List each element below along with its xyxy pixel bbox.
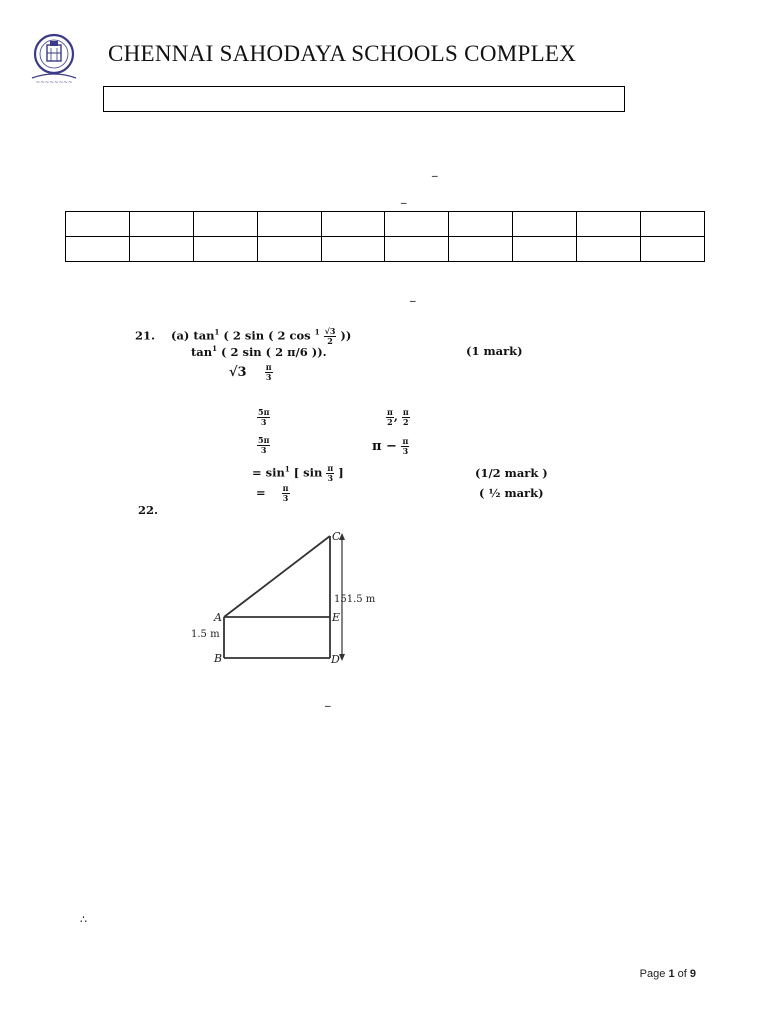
- svg-text:~~~~~~~~: ~~~~~~~~: [35, 80, 73, 86]
- q21-line1: 21. (a) $\tan^1$ ( 2 sin ( 2 cos $^1$ $\frac{√3}{2}$ )): [135, 326, 352, 346]
- q21-line7: = $\frac{\pi}{3}$: [256, 483, 289, 503]
- q21-line6: = $\sin^1$ [ sin $\frac{\pi}{3}$ ]: [252, 463, 344, 483]
- tower-diagram: [188, 528, 388, 668]
- label-a: A: [214, 611, 222, 624]
- table-row: [66, 237, 705, 262]
- q21-line5-right: π − $\frac{\pi}{3}$: [372, 436, 409, 456]
- mark-label: ( ½ mark): [479, 486, 544, 500]
- page-footer: Page 1 of 9: [639, 968, 696, 980]
- question-number: 21.: [135, 328, 156, 343]
- label-e: E: [332, 611, 341, 624]
- mark-label: (1/2 mark ): [475, 466, 548, 480]
- fraction: $\frac{\pi}{3}$: [282, 483, 289, 503]
- fraction: $\frac{\pi}{2}$: [402, 407, 409, 427]
- math-dash: _: [410, 289, 416, 302]
- page-title: CHENNAI SAHODAYA SCHOOLS COMPLEX: [108, 41, 577, 66]
- fraction: $\frac{\pi}{3}$: [265, 362, 272, 382]
- fraction: $\frac{\pi}{3}$: [327, 463, 334, 483]
- mark-label: (1 mark): [466, 344, 523, 358]
- q21-line3: √3 $\frac{\pi}{3}$: [229, 362, 272, 382]
- q21-line4-left: [257, 408, 270, 427]
- height-label: 151.5 m: [334, 594, 376, 605]
- table-row: [66, 212, 705, 237]
- label-d: D: [331, 653, 340, 666]
- q21-line2: $\tan^1$ ( 2 sin ( 2 π/6 )).: [191, 344, 327, 359]
- math-dash: _: [325, 694, 331, 707]
- arrow-head-bottom: [339, 654, 345, 661]
- math-dash: _: [401, 191, 407, 204]
- question-number: 22.: [138, 503, 159, 517]
- school-logo: [22, 32, 86, 88]
- fraction: $\frac{5\pi}{3}$: [258, 407, 270, 427]
- q21-line5-left: [257, 436, 270, 455]
- q21-line4-right: $\frac{\pi}{2}$ , $\frac{\pi}{2}$: [387, 407, 409, 427]
- title-box: [103, 86, 625, 112]
- label-b: B: [214, 652, 223, 665]
- fraction: $\frac{\pi}{3}$: [402, 436, 409, 456]
- math-dash: _: [432, 164, 438, 177]
- therefore-symbol: ∴: [80, 913, 87, 926]
- fraction: $\frac{\pi}{2}$: [387, 407, 393, 427]
- fraction: $\frac{√3}{2}$: [324, 326, 336, 346]
- fraction: $\frac{5\pi}{3}$: [258, 435, 270, 455]
- base-label: 1.5 m: [191, 629, 220, 640]
- line-ac: [224, 536, 330, 617]
- answer-grid: [65, 211, 705, 262]
- label-c: C: [332, 530, 341, 543]
